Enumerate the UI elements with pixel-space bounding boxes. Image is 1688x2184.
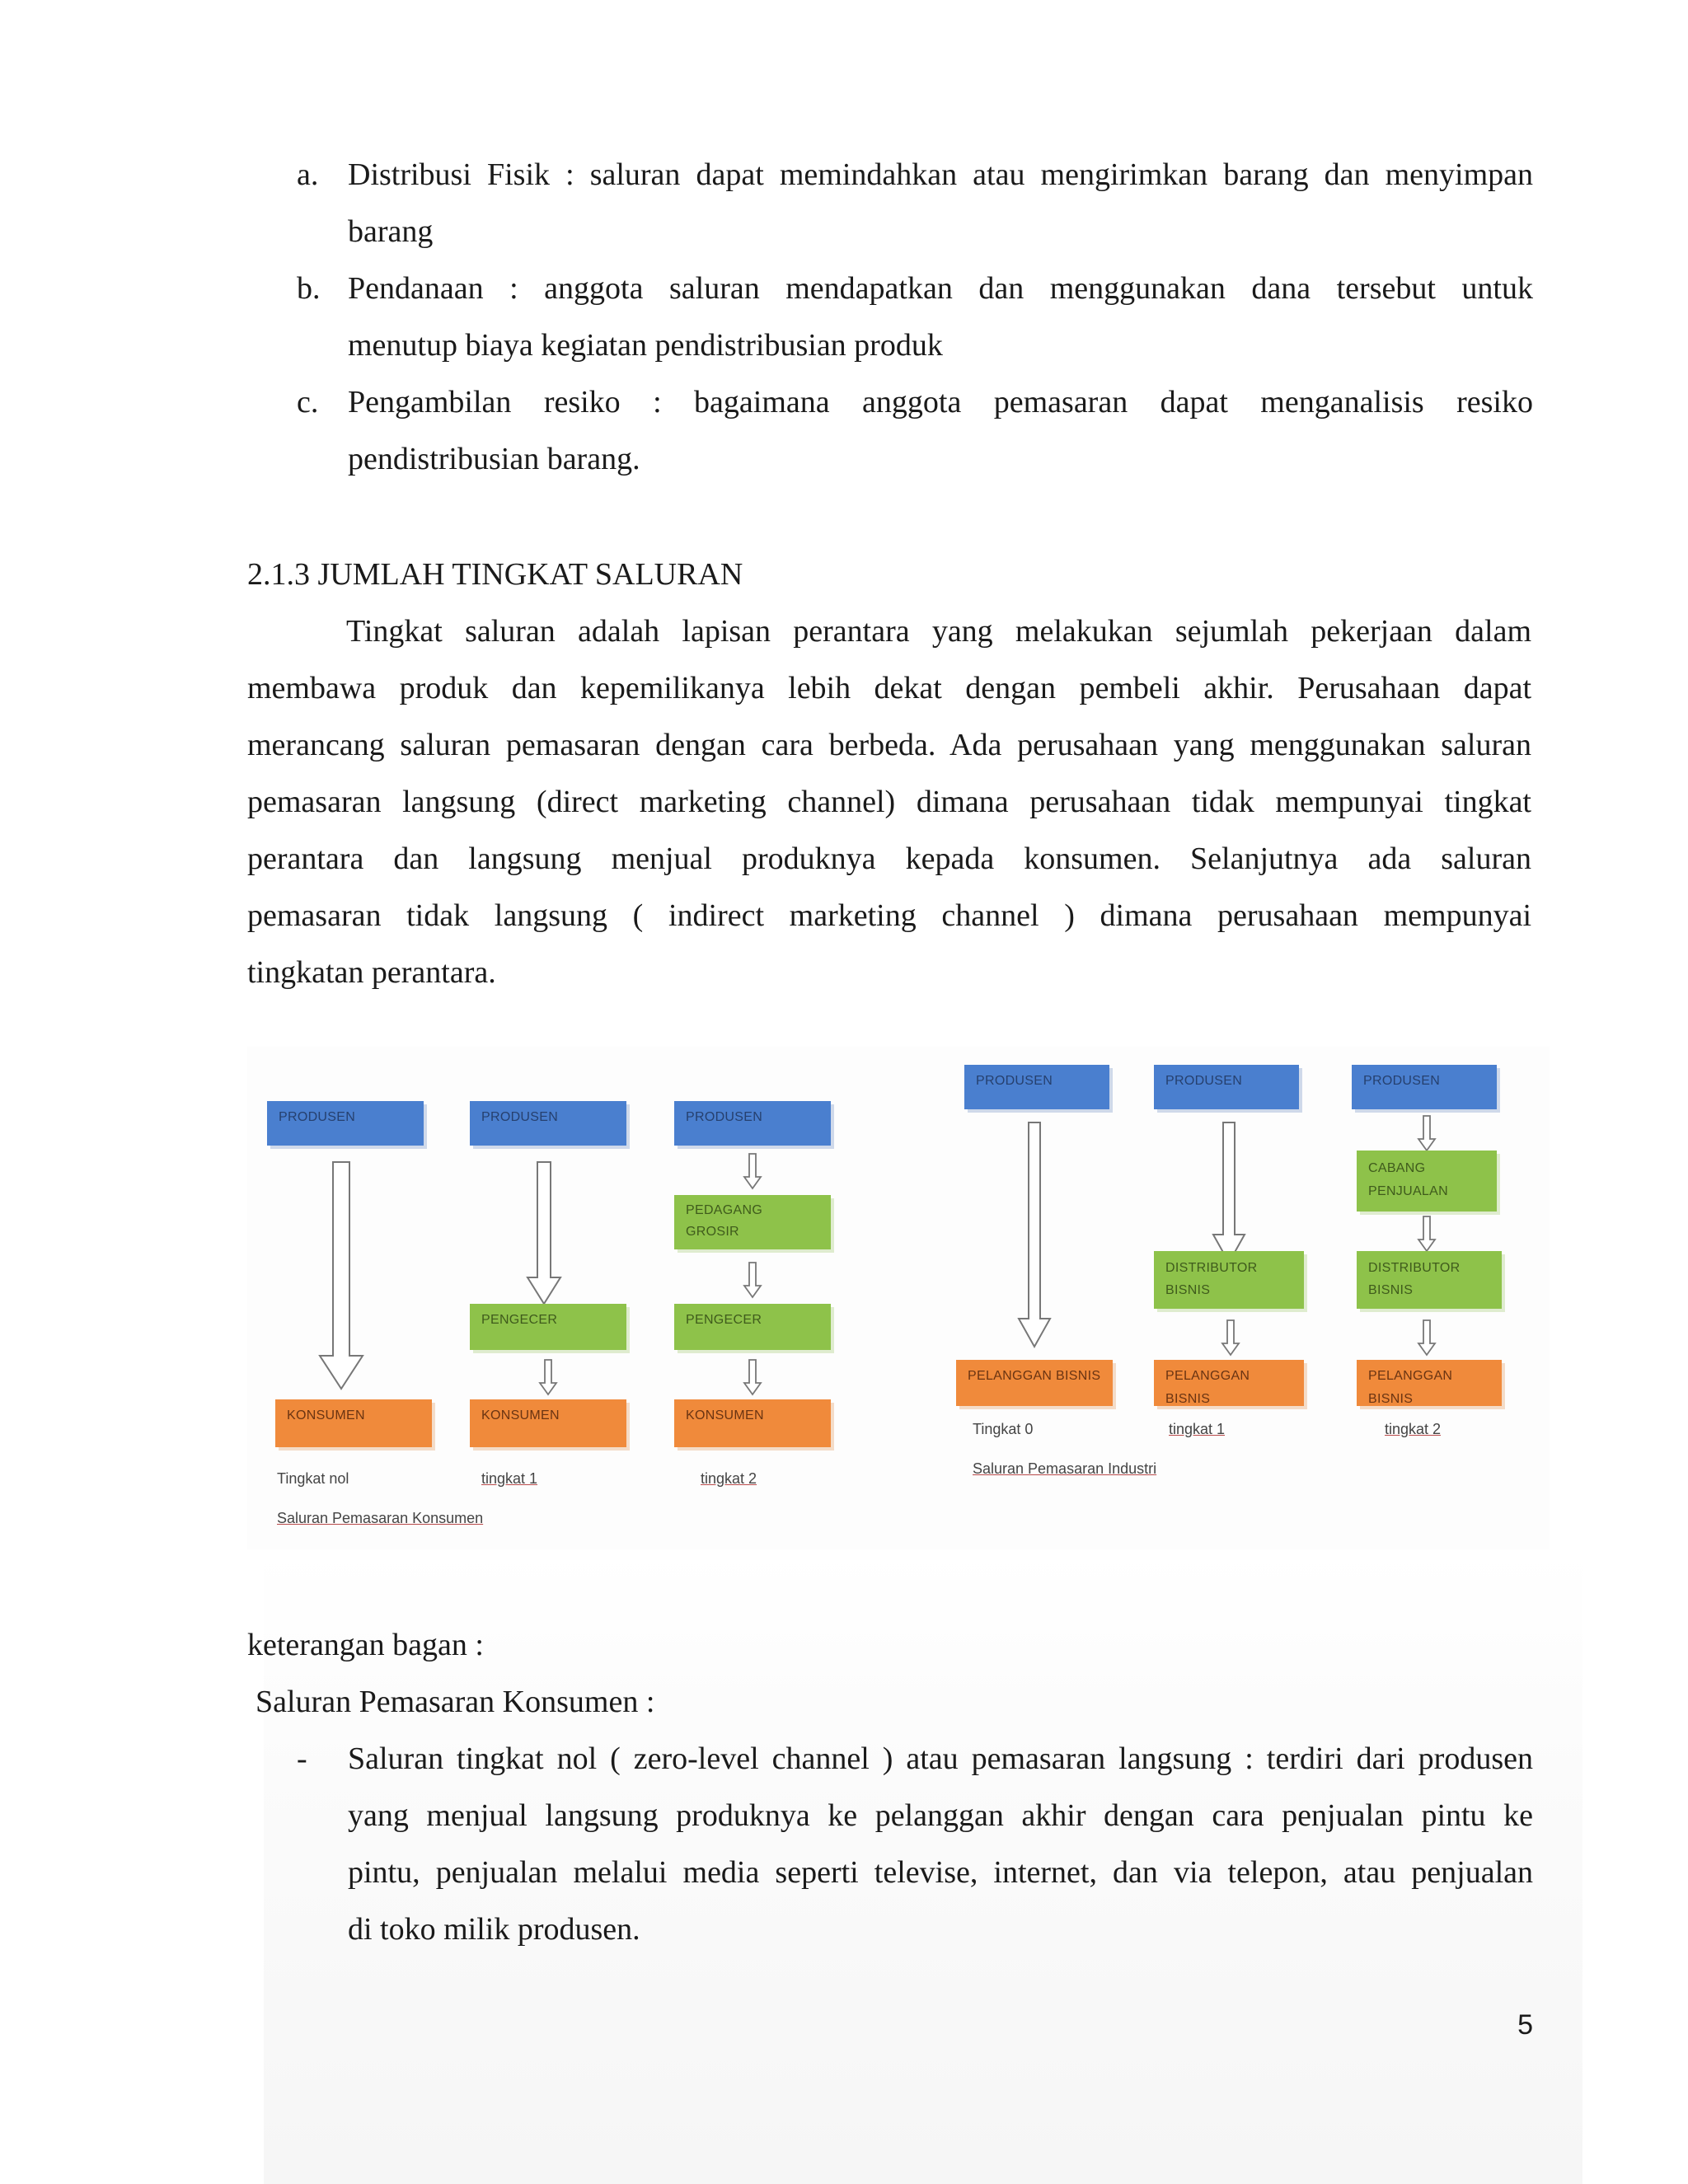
list-item-text: pintu, penjualan melalui media seperti televise, internet, dan via telepon, atau penjualan <box>348 1855 1533 1890</box>
paragraph-line: Tingkat saluran adalah lapisan perantara yang melakukan sejumlah pekerjaan dalam <box>346 614 1531 649</box>
down-arrow-icon <box>1418 1320 1437 1357</box>
distributor-label: BISNIS <box>1165 1283 1211 1297</box>
down-arrow-icon <box>539 1360 559 1396</box>
producer-box: PRODUSEN <box>267 1101 424 1146</box>
list-item-text: menutup biaya kegiatan pendistribusian produk <box>348 328 943 363</box>
list-marker: a. <box>297 157 319 192</box>
producer-box: PRODUSEN <box>674 1101 831 1146</box>
distributor-label: DISTRIBUTOR <box>1368 1261 1461 1275</box>
level-label: tingkat 1 <box>1169 1421 1226 1437</box>
list-item-text: yang menjual langsung produknya ke pelanggan akhir dengan cara penjualan pintu ke <box>348 1798 1533 1833</box>
list-marker: - <box>297 1741 307 1776</box>
distributor-label: DISTRIBUTOR <box>1165 1261 1258 1275</box>
distributor-label: BISNIS <box>1368 1283 1414 1297</box>
retailer-box: PENGECER <box>470 1304 626 1350</box>
paragraph-line: perantara dan langsung menjual produknya kepada konsumen. Selanjutnya ada saluran <box>247 841 1531 876</box>
diagram-caption: Saluran Pemasaran Industri <box>973 1460 1157 1477</box>
down-arrow-icon <box>531 1162 564 1310</box>
section-heading: 2.1.3 JUMLAH TINGKAT SALURAN <box>247 557 743 592</box>
business-customer-box: PELANGGAN BISNIS <box>1154 1360 1304 1406</box>
paragraph-line: pemasaran tidak langsung ( indirect marketing channel ) dimana perusahaan mempunyai <box>247 898 1531 933</box>
paragraph-line: pemasaran langsung (direct marketing channel) dimana perusahaan tidak mempunyai tingkat <box>247 785 1531 819</box>
down-arrow-icon <box>325 1162 366 1393</box>
level-label: Tingkat 0 <box>973 1421 1034 1437</box>
diagram-caption: Saluran Pemasaran Konsumen <box>277 1510 484 1526</box>
producer-box: PRODUSEN <box>470 1101 626 1146</box>
down-arrow-icon <box>1022 1122 1055 1352</box>
distribution-channel-diagram <box>247 1047 1550 1549</box>
producer-box: PRODUSEN <box>964 1065 1109 1109</box>
list-item-text: Saluran tingkat nol ( zero-level channel ) atau pemasaran langsung : terdiri dari produsen <box>348 1741 1533 1776</box>
level-label: tingkat 1 <box>481 1470 538 1487</box>
business-customer-box: PELANGGAN BISNIS <box>956 1360 1113 1406</box>
wholesaler-label: PEDAGANG <box>686 1203 763 1217</box>
level-label: Tingkat nol <box>277 1470 349 1487</box>
level-label: tingkat 2 <box>1385 1421 1442 1437</box>
down-arrow-icon <box>1217 1122 1250 1268</box>
down-arrow-icon <box>1418 1116 1437 1152</box>
retailer-box: PENGECER <box>674 1304 831 1350</box>
list-item-text: di toko milik produsen. <box>348 1912 640 1947</box>
paragraph-line: merancang saluran pemasaran dengan cara berbeda. Ada perusahaan yang menggunakan saluran <box>247 728 1531 762</box>
business-customer-box: PELANGGAN BISNIS <box>1357 1360 1502 1406</box>
list-item-text: barang <box>348 214 434 249</box>
down-arrow-icon <box>743 1263 763 1299</box>
level-label: tingkat 2 <box>701 1470 757 1487</box>
down-arrow-icon <box>1221 1320 1241 1357</box>
producer-box: PRODUSEN <box>1352 1065 1497 1109</box>
list-item-text: Pendanaan : anggota saluran mendapatkan dan menggunakan dana tersebut untuk <box>348 271 1533 306</box>
consumer-box: KONSUMEN <box>275 1399 432 1447</box>
down-arrow-icon <box>743 1154 763 1190</box>
paragraph-line: membawa produk dan kepemilikanya lebih dekat dengan pembeli akhir. Perusahaan dapat <box>247 671 1531 705</box>
consumer-box: KONSUMEN <box>674 1399 831 1447</box>
list-item-text: pendistribusian barang. <box>348 442 640 476</box>
sales-branch-box <box>1357 1151 1497 1212</box>
sales-branch-label: CABANG <box>1368 1161 1426 1175</box>
down-arrow-icon <box>743 1360 763 1396</box>
wholesaler-box <box>674 1195 831 1249</box>
list-item-text: Pengambilan resiko : bagaimana anggota pemasaran dapat menganalisis resiko <box>348 385 1533 419</box>
down-arrow-icon <box>1418 1216 1437 1253</box>
wholesaler-label: GROSIR <box>686 1225 739 1239</box>
list-marker: b. <box>297 271 321 306</box>
diagram-notes-label: keterangan bagan : <box>247 1628 484 1662</box>
list-item-text: Distribusi Fisik : saluran dapat memindahkan atau mengirimkan barang dan menyimpan <box>348 157 1533 192</box>
list-marker: c. <box>297 385 319 419</box>
sales-branch-label: PENJUALAN <box>1368 1184 1448 1198</box>
business-distributor-box <box>1154 1251 1304 1309</box>
producer-box: PRODUSEN <box>1154 1065 1299 1109</box>
paragraph-line: tingkatan perantara. <box>247 955 496 990</box>
consumer-box: KONSUMEN <box>470 1399 626 1447</box>
business-distributor-box <box>1357 1251 1502 1309</box>
subheading-consumer-channel: Saluran Pemasaran Konsumen : <box>256 1685 655 1719</box>
page-number: 5 <box>1517 2009 1533 2041</box>
